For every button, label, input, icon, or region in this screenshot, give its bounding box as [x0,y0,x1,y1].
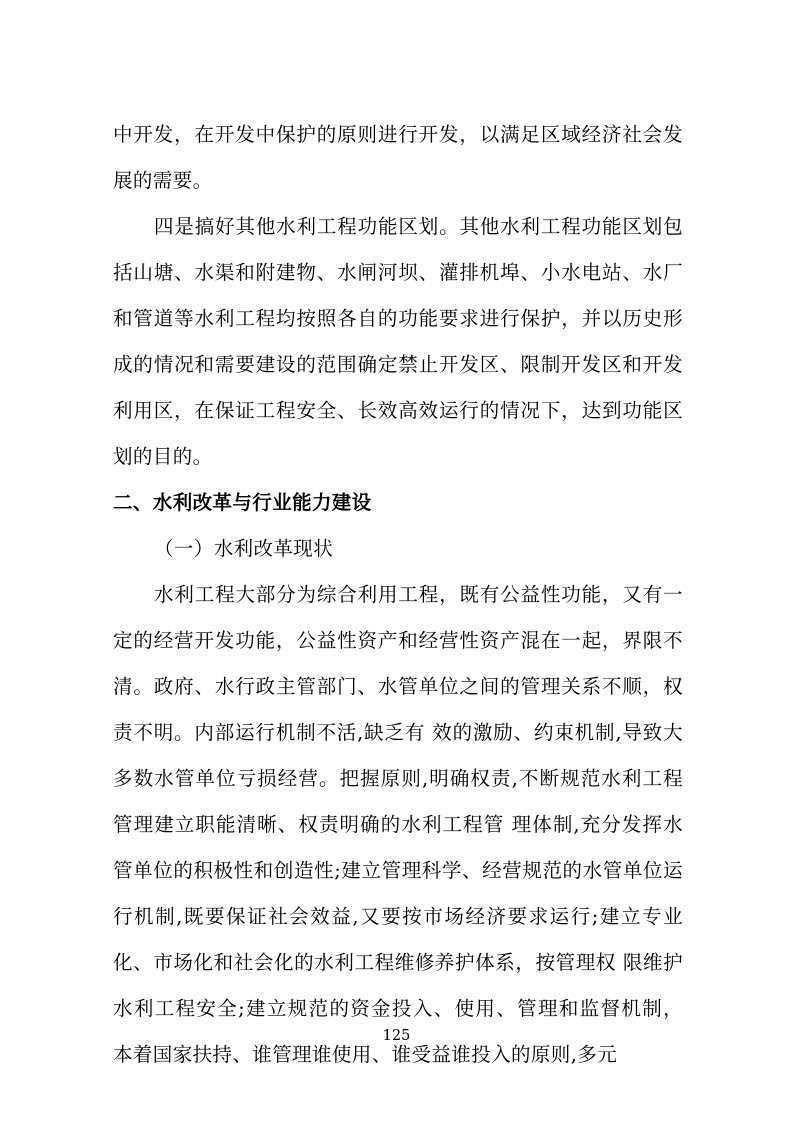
section-heading: 二、水利改革与行业能力建设 [113,491,372,514]
page-content [113,112,683,1078]
page-number: 125 [382,1028,411,1044]
paragraph-continuation: 中开发，在开发中保护的原则进行开发，以满足区域经济社会发展的需要。 [113,123,683,192]
paragraph-reform-status: 水利工程大部分为综合利用工程，既有公益性功能，又有一定的经营开发功能，公益性资产和经营性资产混在一起，界限不清。政府、水行政主管部门、水管单位之间的管理关系不顺，权责不明。内部运行机制不活,缺乏有 效的激励、约束机制,导致大多数水管单位亏损经营。把握原则,明确权责,不断规范水利工程管理建立职能清晰、权责明确的水利工程管 理体制,充分发挥水管单位的积极性和创造性;建立管理科学、经营规范的水管单位运行机制,既要保证社会效益,又要按市场经济要求运行;建立专业化、市场化和社会化的水利工程维修养护体系，按管理权 限维护水利工程安全;建立规范的资金投入、使用、管理和监督机制， 本着国家扶持、谁管理谁使用、谁受益谁投入的原则,多元 [113,583,683,1066]
paragraph-fourth-point: 四是搞好其他水利工程功能区划。其他水利工程功能区划包括山塘、水渠和附建物、水闸河坝、灌排机埠、小水电站、水厂和管道等水利工程均按照各自的功能要求进行保护，并以历史形成的情况和需要建设的范围确定禁止开发区、限制开发区和开发利用区，在保证工程安全、长效高效运行的情况下，达到功能区划的目的。 [113,215,683,468]
subsection-heading: （一）水利改革现状 [154,537,334,560]
